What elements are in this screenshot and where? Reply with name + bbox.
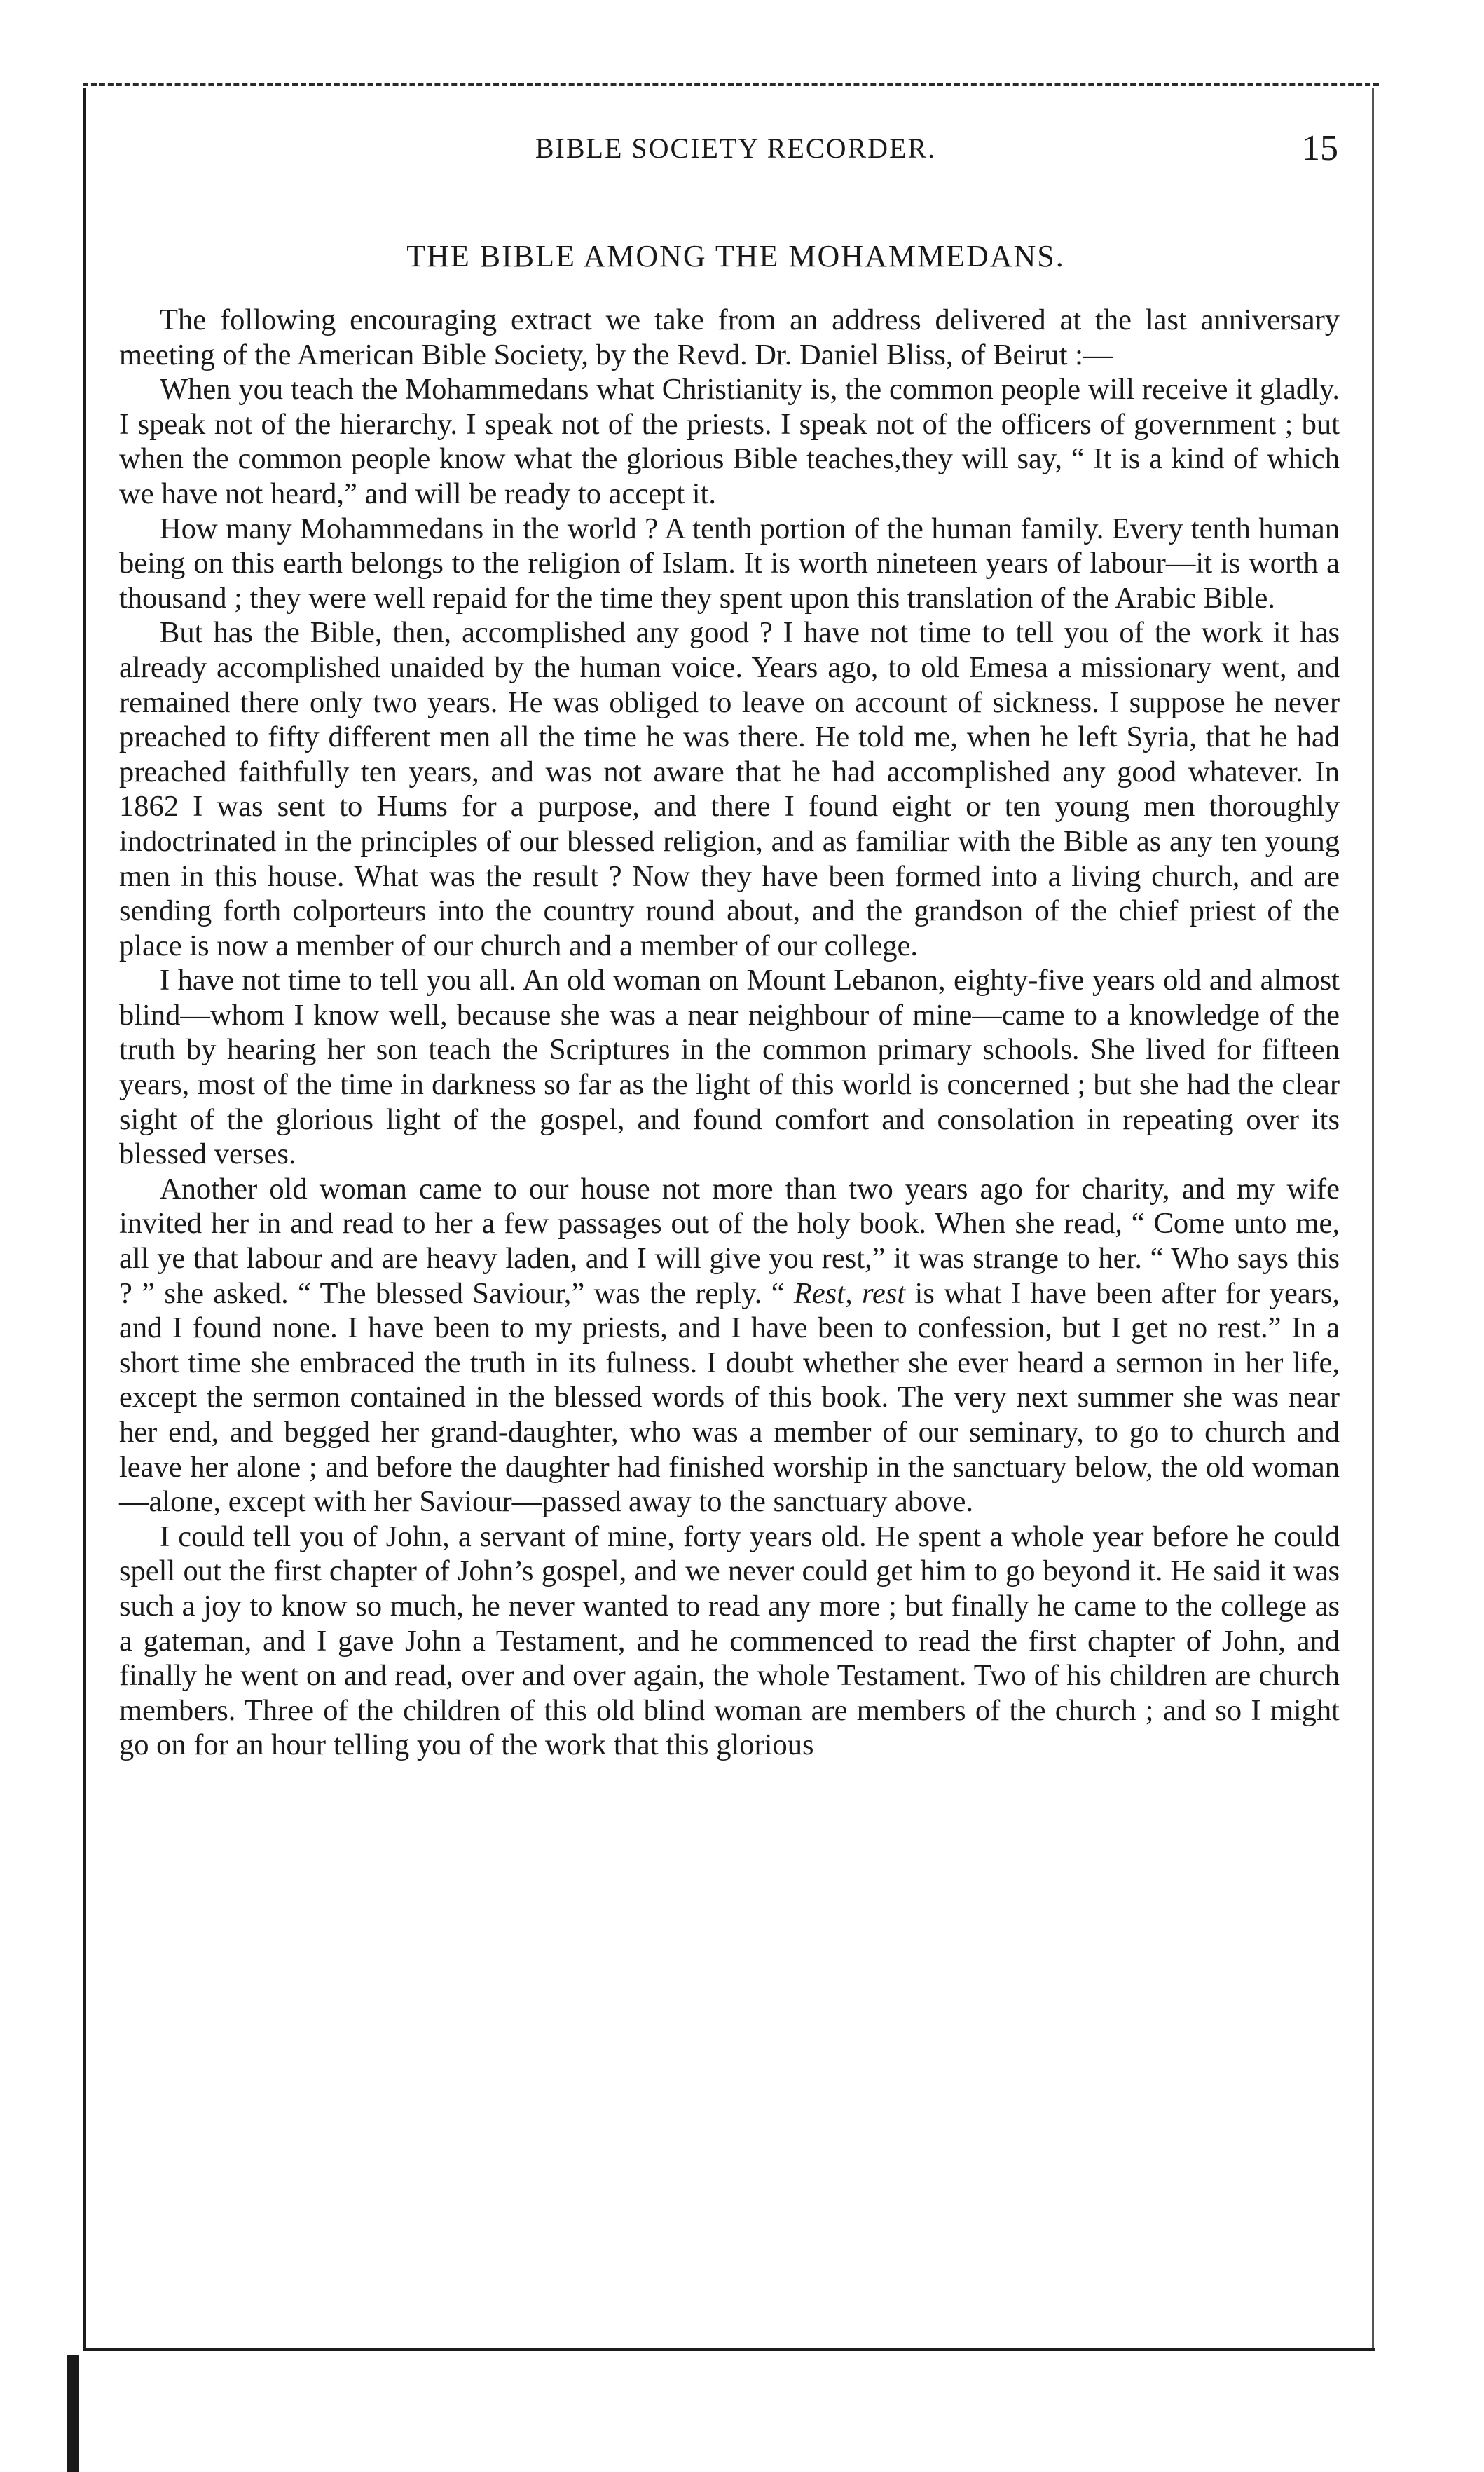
top-border-rule (83, 83, 1379, 86)
left-border-rule (83, 88, 86, 2351)
page-number: 15 (1302, 128, 1338, 168)
paragraph-old-woman-lebanon: I have not time to tell you all. An old woman on Mount Lebanon, eighty-five years old and almost blind—whom I know well, because she was a near neighbour of mine—came to a knowledge of the truth by hearing her son teach the Scriptures in the common primary schools. She lived for fifteen years, most of the time in darkness so far as the light of this world is concerned ; but she had the clear sight of the glorious light of the gospel, and found comfort and consolation in repeating over its blessed verses. (119, 964, 1340, 1171)
running-head (119, 128, 1352, 174)
binding-shadow (67, 2355, 79, 2472)
running-title: BIBLE SOCIETY RECORDER. (535, 132, 937, 164)
bottom-border-rule (83, 2348, 1375, 2351)
paragraph-intro: The following encouraging extract we take from an address delivered at the last anniversary meeting of the American Bible Society, by the Revd. Dr. Daniel Bliss, of Beirut :— (119, 303, 1340, 371)
paragraph-how-many: How many Mohammedans in the world ? A tenth portion of the human family. Every tenth human being on this earth belongs to the religion of Islam. It is worth nineteen years of labour—it is worth a thousand ; they were well repaid for the time they spent upon this translation of the Arabic Bible. (119, 512, 1340, 615)
article-body (119, 303, 1340, 1763)
italic-emphasis: Rest, rest (793, 1276, 906, 1310)
paragraph-emesa: But has the Bible, then, accomplished any good ? I have not time to tell you of the work it has already accomplished unaided by the human voice. Years ago, to old Emesa a missionary went, and remained there only two years. He was obliged to leave on account of sickness. I suppose he never preached to fifty different men all the time he was there. He told me, when he left Syria, that he had preached faithfully ten years, and was not aware that he had accomplished any good whatever. In 1862 I was sent to Hums for a purpose, and there I found eight or ten young men thoroughly indoctrinated in the principles of our blessed religion, and as familiar with the Bible as any ten young men in this house. What was the result ? Now they have been formed into a living church, and are sending forth colporteurs into the country round about, and the grandson of the chief priest of the place is now a member of our church and a member of our college. (119, 616, 1340, 962)
paragraph-another-old-woman: Another old woman came to our house not more than two years ago for charity, and my wife invited her in and read to her a few passages out of the holy book. When she read, “ Come unto me, all ye that labour and are heavy laden, and I will give you rest,” it was strange to her. “ Who says this ? ” she asked. “ The blessed Saviour,” was the reply. “ Rest, rest is what I have been after for years, and I found none. I have been to my priests, and I have been to confession, but I get no rest.” In a short time she embraced the truth in its fulness. I doubt whether she ever heard a sermon in her life, except the sermon contained in the blessed words of this book. The very next summer she was near her end, and begged her grand-daughter, who was a member of our seminary, to go to church and leave her alone ; and before the daughter had finished worship in the sanctuary below, the old woman—alone, except with her Saviour—passed away to the sanctuary above. (119, 1172, 1340, 1519)
paragraph-john: I could tell you of John, a servant of mine, forty years old. He spent a whole year before he could spell out the first chapter of John’s gospel, and we never could get him to go beyond it. He said it was such a joy to know so much, he never wanted to read any more ; but finally he came to the college as a gateman, and I gave John a Testament, and he commenced to read the first chapter of John, and finally he went on and read, over and over again, the whole Testament. Two of his children are church members. Three of the children of this old blind woman are members of the church ; and so I might go on for an hour telling you of the work that this glorious (119, 1520, 1340, 1762)
article-title: THE BIBLE AMONG THE MOHAMMEDANS. (406, 239, 1065, 273)
paragraph-teach: When you teach the Mohammedans what Christianity is, the common people will receive it gladly. I speak not of the hierarchy. I speak not of the priests. I speak not of the officers of government ; but when the common people know what the glorious Bible teaches,they will say, “ It is a kind of which we have not heard,” and will be ready to accept it. (119, 373, 1340, 510)
right-border-rule (1372, 88, 1374, 2351)
